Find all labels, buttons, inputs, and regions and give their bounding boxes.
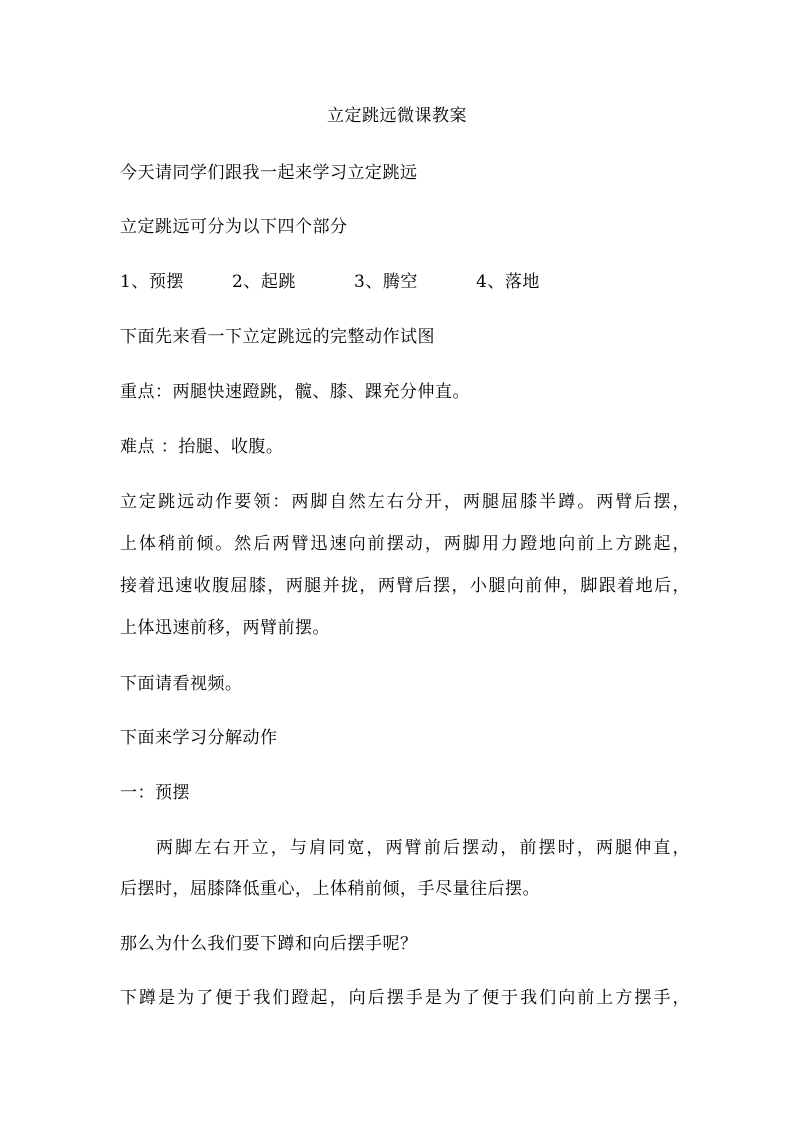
question-paragraph: 那么为什么我们要下蹲和向后摆手呢？ [120,934,418,954]
intro-paragraph: 今天请同学们跟我一起来学习立定跳远 [120,163,418,183]
part-item: 1、预摆 [120,272,184,292]
section1-body-line: 两脚左右开立，与肩同宽，两臂前后摆动，前摆时，两腿伸直， [156,838,690,858]
diagram-intro-paragraph: 下面先来看一下立定跳远的完整动作试图 [120,327,435,347]
essentials-line: 立定跳远动作要领：两脚自然左右分开，两腿屈膝半蹲。两臂后摆， [120,492,690,512]
division-intro-paragraph: 立定跳远可分为以下四个部分 [120,217,348,237]
part-item: 2、起跳 [232,272,296,292]
key-point-paragraph: 重点：两腿快速蹬跳，髋、膝、踝充分伸直。 [120,382,470,402]
parts-list [120,270,690,294]
video-prompt-paragraph: 下面请看视频。 [120,674,243,694]
answer-line: 下蹲是为了便于我们蹬起，向后摆手是为了便于我们向前上方摆手， [120,988,690,1008]
part-item: 3、腾空 [354,272,418,292]
section1-body-line: 后摆时，屈膝降低重心，上体稍前倾，手尽量往后摆。 [120,879,540,899]
document-title: 立定跳远微课教案 [327,106,467,126]
part-item: 4、落地 [476,272,540,292]
breakdown-intro-paragraph: 下面来学习分解动作 [120,728,278,748]
essentials-line: 上体迅速前移，两臂前摆。 [120,618,330,638]
essentials-line: 上体稍前倾。然后两臂迅速向前摆动，两脚用力蹬地向前上方跳起， [120,534,690,554]
essentials-line: 接着迅速收腹屈膝，两腿并拢，两臂后摆，小腿向前伸，脚跟着地后， [120,576,690,596]
section1-heading: 一：预摆 [120,783,190,803]
difficulty-paragraph: 难点 ：抬腿、收腹。 [120,437,284,457]
